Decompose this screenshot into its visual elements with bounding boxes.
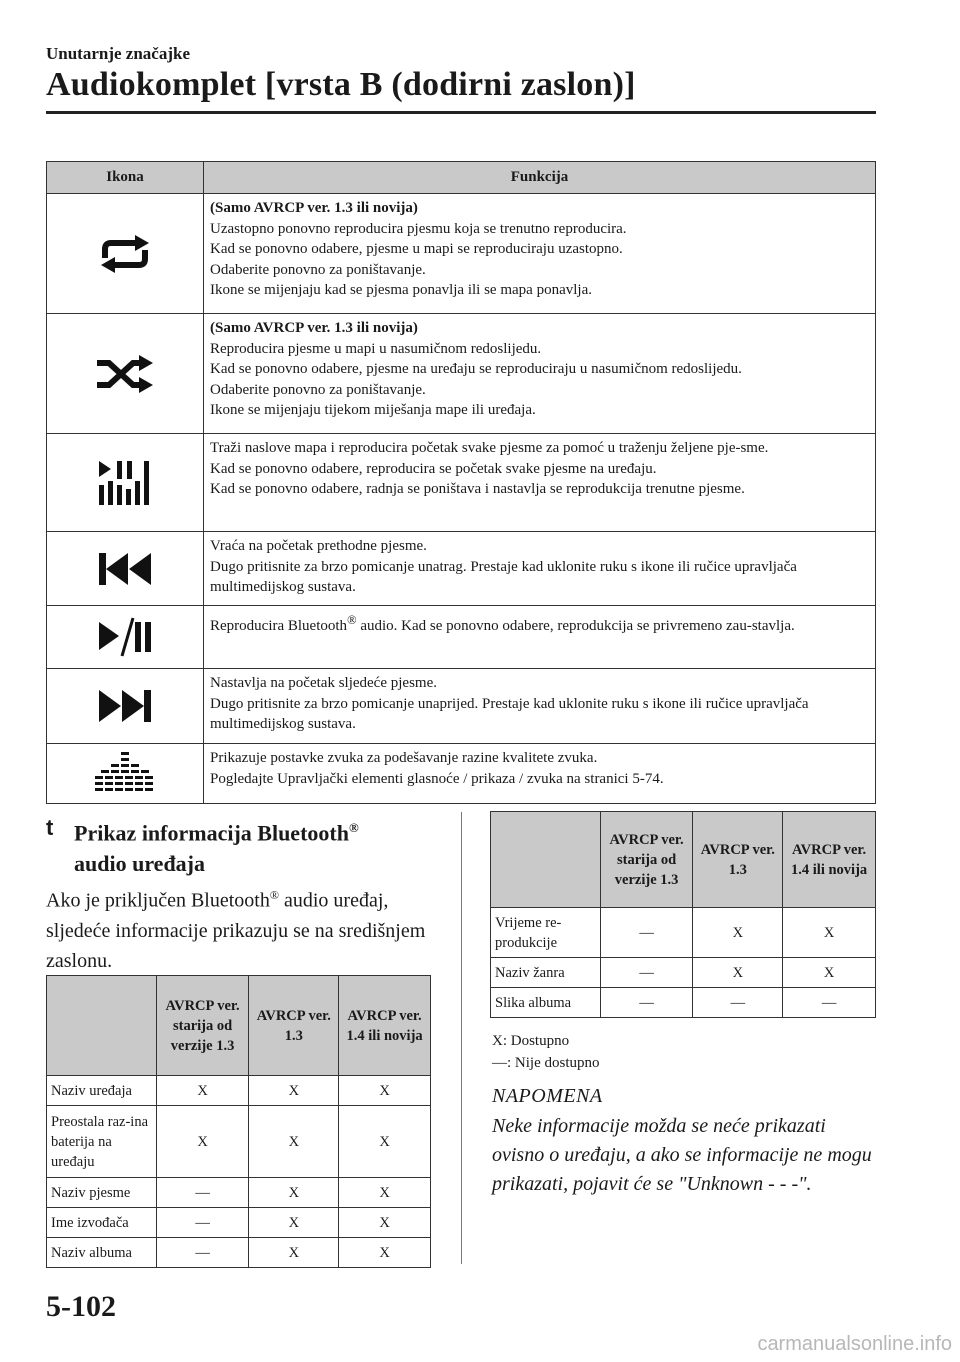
column-header-icon: Ikona [47, 162, 204, 194]
function-cell [204, 194, 876, 314]
table-cell: X [339, 1106, 431, 1178]
table-cell: X [156, 1106, 249, 1178]
note-text: Neke informacije možda se neće prikazati ovisno o uređaju, a ako se informacije ne mogu prikazati, pojavit će se "Unknown - - -". [492, 1115, 872, 1195]
legend-available: X: Dostupno [492, 1033, 570, 1049]
function-line: Uzastopno ponovno reproducira pjesmu koja se trenutno reproducira. [210, 220, 627, 237]
table-cell: — [600, 908, 693, 958]
repeat-icon [95, 234, 155, 274]
function-line: audio. Kad se ponovno odabere, reprodukcija se privremeno zau-stavlja. [356, 618, 795, 634]
function-line: Prikazuje postavke zvuka za podešavanje razine kvalitete zvuka. [210, 750, 598, 766]
table-cell: — [156, 1208, 249, 1238]
icon-cell [47, 669, 204, 744]
table-row [47, 434, 876, 532]
row-label: Naziv albuma [47, 1238, 157, 1268]
function-cell [204, 669, 876, 744]
column-header-function: Funkcija [204, 162, 876, 194]
table-row [491, 908, 876, 958]
registered-mark: ® [347, 613, 357, 627]
table-cell: X [339, 1178, 431, 1208]
table-row [47, 1238, 431, 1268]
table-cell: — [693, 988, 783, 1018]
column-header [47, 976, 157, 1076]
function-note: (Samo AVRCP ver. 1.3 ili novija) [210, 320, 418, 336]
table-header-row [47, 976, 431, 1076]
function-cell [204, 434, 876, 532]
column-header: AVRCP ver. 1.3 [693, 812, 783, 908]
table-cell: X [339, 1238, 431, 1268]
icon-function-table [46, 161, 876, 804]
icon-cell [47, 314, 204, 434]
registered-mark: ® [269, 888, 279, 902]
table-cell: — [600, 958, 693, 988]
table-cell: — [156, 1178, 249, 1208]
table-row [47, 1106, 431, 1178]
table-cell: X [783, 958, 876, 988]
column-header: AVRCP ver. 1.4 ili novija [783, 812, 876, 908]
column-header: AVRCP ver. 1.3 [249, 976, 339, 1076]
column-header [491, 812, 601, 908]
table-cell: X [693, 908, 783, 958]
function-cell [204, 606, 876, 669]
table-row [47, 1076, 431, 1106]
shuffle-icon [93, 354, 157, 394]
function-line: Odaberite ponovno za poništavanje. [210, 381, 426, 398]
icon-cell [47, 744, 204, 804]
row-label: Vrijeme re-produkcije [491, 908, 601, 958]
table-cell: X [249, 1238, 339, 1268]
function-line: Kad se ponovno odabere, reproducira se početak svake pjesme na uređaju. [210, 460, 657, 477]
function-line: Ikone se mijenjaju kad se pjesma ponavlja ili se mapa ponavlja. [210, 282, 592, 298]
table-cell: X [249, 1208, 339, 1238]
table-cell: — [783, 988, 876, 1018]
function-cell [204, 314, 876, 434]
column-header: AVRCP ver. starija od verzije 1.3 [600, 812, 693, 908]
row-label: Naziv pjesme [47, 1178, 157, 1208]
table-cell: X [249, 1178, 339, 1208]
table-row [47, 1178, 431, 1208]
heading-line: audio uređaja [74, 851, 206, 877]
function-line: Dugo pritisnite za brzo pomicanje unaprijed. Prestaje kad uklonite ruku s ikone ili ručice upravljača multimedijskog sustava. [210, 695, 809, 732]
table-cell: X [249, 1106, 339, 1178]
table-cell: X [693, 958, 783, 988]
column-divider [461, 812, 462, 1264]
heading-line: Prikaz informacija Bluetooth® [74, 820, 359, 846]
icon-cell [47, 434, 204, 532]
legend-not-available: —: Nije dostupno [492, 1055, 600, 1071]
function-note: (Samo AVRCP ver. 1.3 ili novija) [210, 200, 418, 216]
function-line: Kad se ponovno odabere, pjesme u mapi se reproduciraju uzastopno. [210, 241, 623, 257]
title-rule [46, 111, 876, 114]
table-row [491, 988, 876, 1018]
section-label: Unutarnje značajke [46, 44, 191, 63]
function-cell [204, 532, 876, 606]
note-title: NAPOMENA [492, 1085, 603, 1107]
info-table-right [490, 811, 876, 1018]
table-row [47, 669, 876, 744]
function-line: Traži naslove mapa i reproducira početak svake pjesme za pomoć u traženju željene pje-sme. [210, 440, 769, 456]
function-line: Ikone se mijenjaju tijekom miješanja mape ili uređaja. [210, 402, 536, 418]
previous-track-icon [95, 549, 155, 589]
page-number: 5-102 [46, 1290, 116, 1323]
row-label: Ime izvođača [47, 1208, 157, 1238]
play-pause-icon [95, 614, 155, 660]
row-label: Naziv uređaja [47, 1076, 157, 1106]
bullet-marker: t [46, 815, 54, 840]
info-table-left [46, 975, 431, 1268]
function-cell [204, 744, 876, 804]
table-cell: X [249, 1076, 339, 1106]
table-header-row [47, 162, 876, 194]
table-cell: — [156, 1238, 249, 1268]
table-cell: — [600, 988, 693, 1018]
scan-icon [95, 459, 155, 507]
page-title: Audiokomplet [vrsta B (dodirni zaslon)] [46, 66, 636, 103]
icon-cell [47, 606, 204, 669]
table-row [47, 532, 876, 606]
watermark: carmanualsonline.info [757, 1333, 952, 1355]
section-heading [46, 812, 359, 879]
equalizer-icon [95, 750, 155, 798]
intro-paragraph: Ako je priključen Bluetooth® audio uređaj, sljedeće informacije prikazuju se na središnjem zaslonu. [46, 888, 426, 972]
function-line: Dugo pritisnite za brzo pomicanje unatrag. Prestaje kad uklonite ruku s ikone ili ručice upravljača multimedijskog sustava. [210, 558, 797, 595]
column-header: AVRCP ver. 1.4 ili novija [339, 976, 431, 1076]
table-header-row [491, 812, 876, 908]
icon-cell [47, 532, 204, 606]
row-label: Naziv žanra [491, 958, 601, 988]
table-cell: X [339, 1208, 431, 1238]
table-cell: X [156, 1076, 249, 1106]
table-row [47, 1208, 431, 1238]
function-line: Pogledajte Upravljački elementi glasnoće / prikaza / zvuka na stranici 5-74. [210, 770, 664, 787]
row-label: Preostala raz-ina baterija na uređaju [47, 1106, 157, 1178]
function-line: Nastavlja na početak sljedeće pjesme. [210, 675, 437, 691]
table-row [47, 744, 876, 804]
function-line: Kad se ponovno odabere, pjesme na uređaju se reproduciraju u nasumičnom redoslijedu. [210, 361, 742, 377]
table-row [47, 606, 876, 669]
table-legend [492, 1030, 600, 1074]
row-label: Slika albuma [491, 988, 601, 1018]
table-cell: X [783, 908, 876, 958]
table-cell: X [339, 1076, 431, 1106]
function-line: Kad se ponovno odabere, radnja se poništava i nastavlja se reprodukcija trenutne pjesme. [210, 481, 745, 497]
table-row [47, 314, 876, 434]
column-header: AVRCP ver. starija od verzije 1.3 [156, 976, 249, 1076]
function-line: Reproducira Bluetooth [210, 618, 348, 634]
function-line: Vraća na početak prethodne pjesme. [210, 538, 427, 554]
table-row [47, 194, 876, 314]
next-track-icon [95, 686, 155, 726]
table-row [491, 958, 876, 988]
function-line: Odaberite ponovno za poništavanje. [210, 261, 426, 278]
function-line: Reproducira pjesme u mapi u nasumičnom redoslijedu. [210, 340, 542, 357]
icon-cell [47, 194, 204, 314]
registered-mark: ® [348, 820, 359, 835]
